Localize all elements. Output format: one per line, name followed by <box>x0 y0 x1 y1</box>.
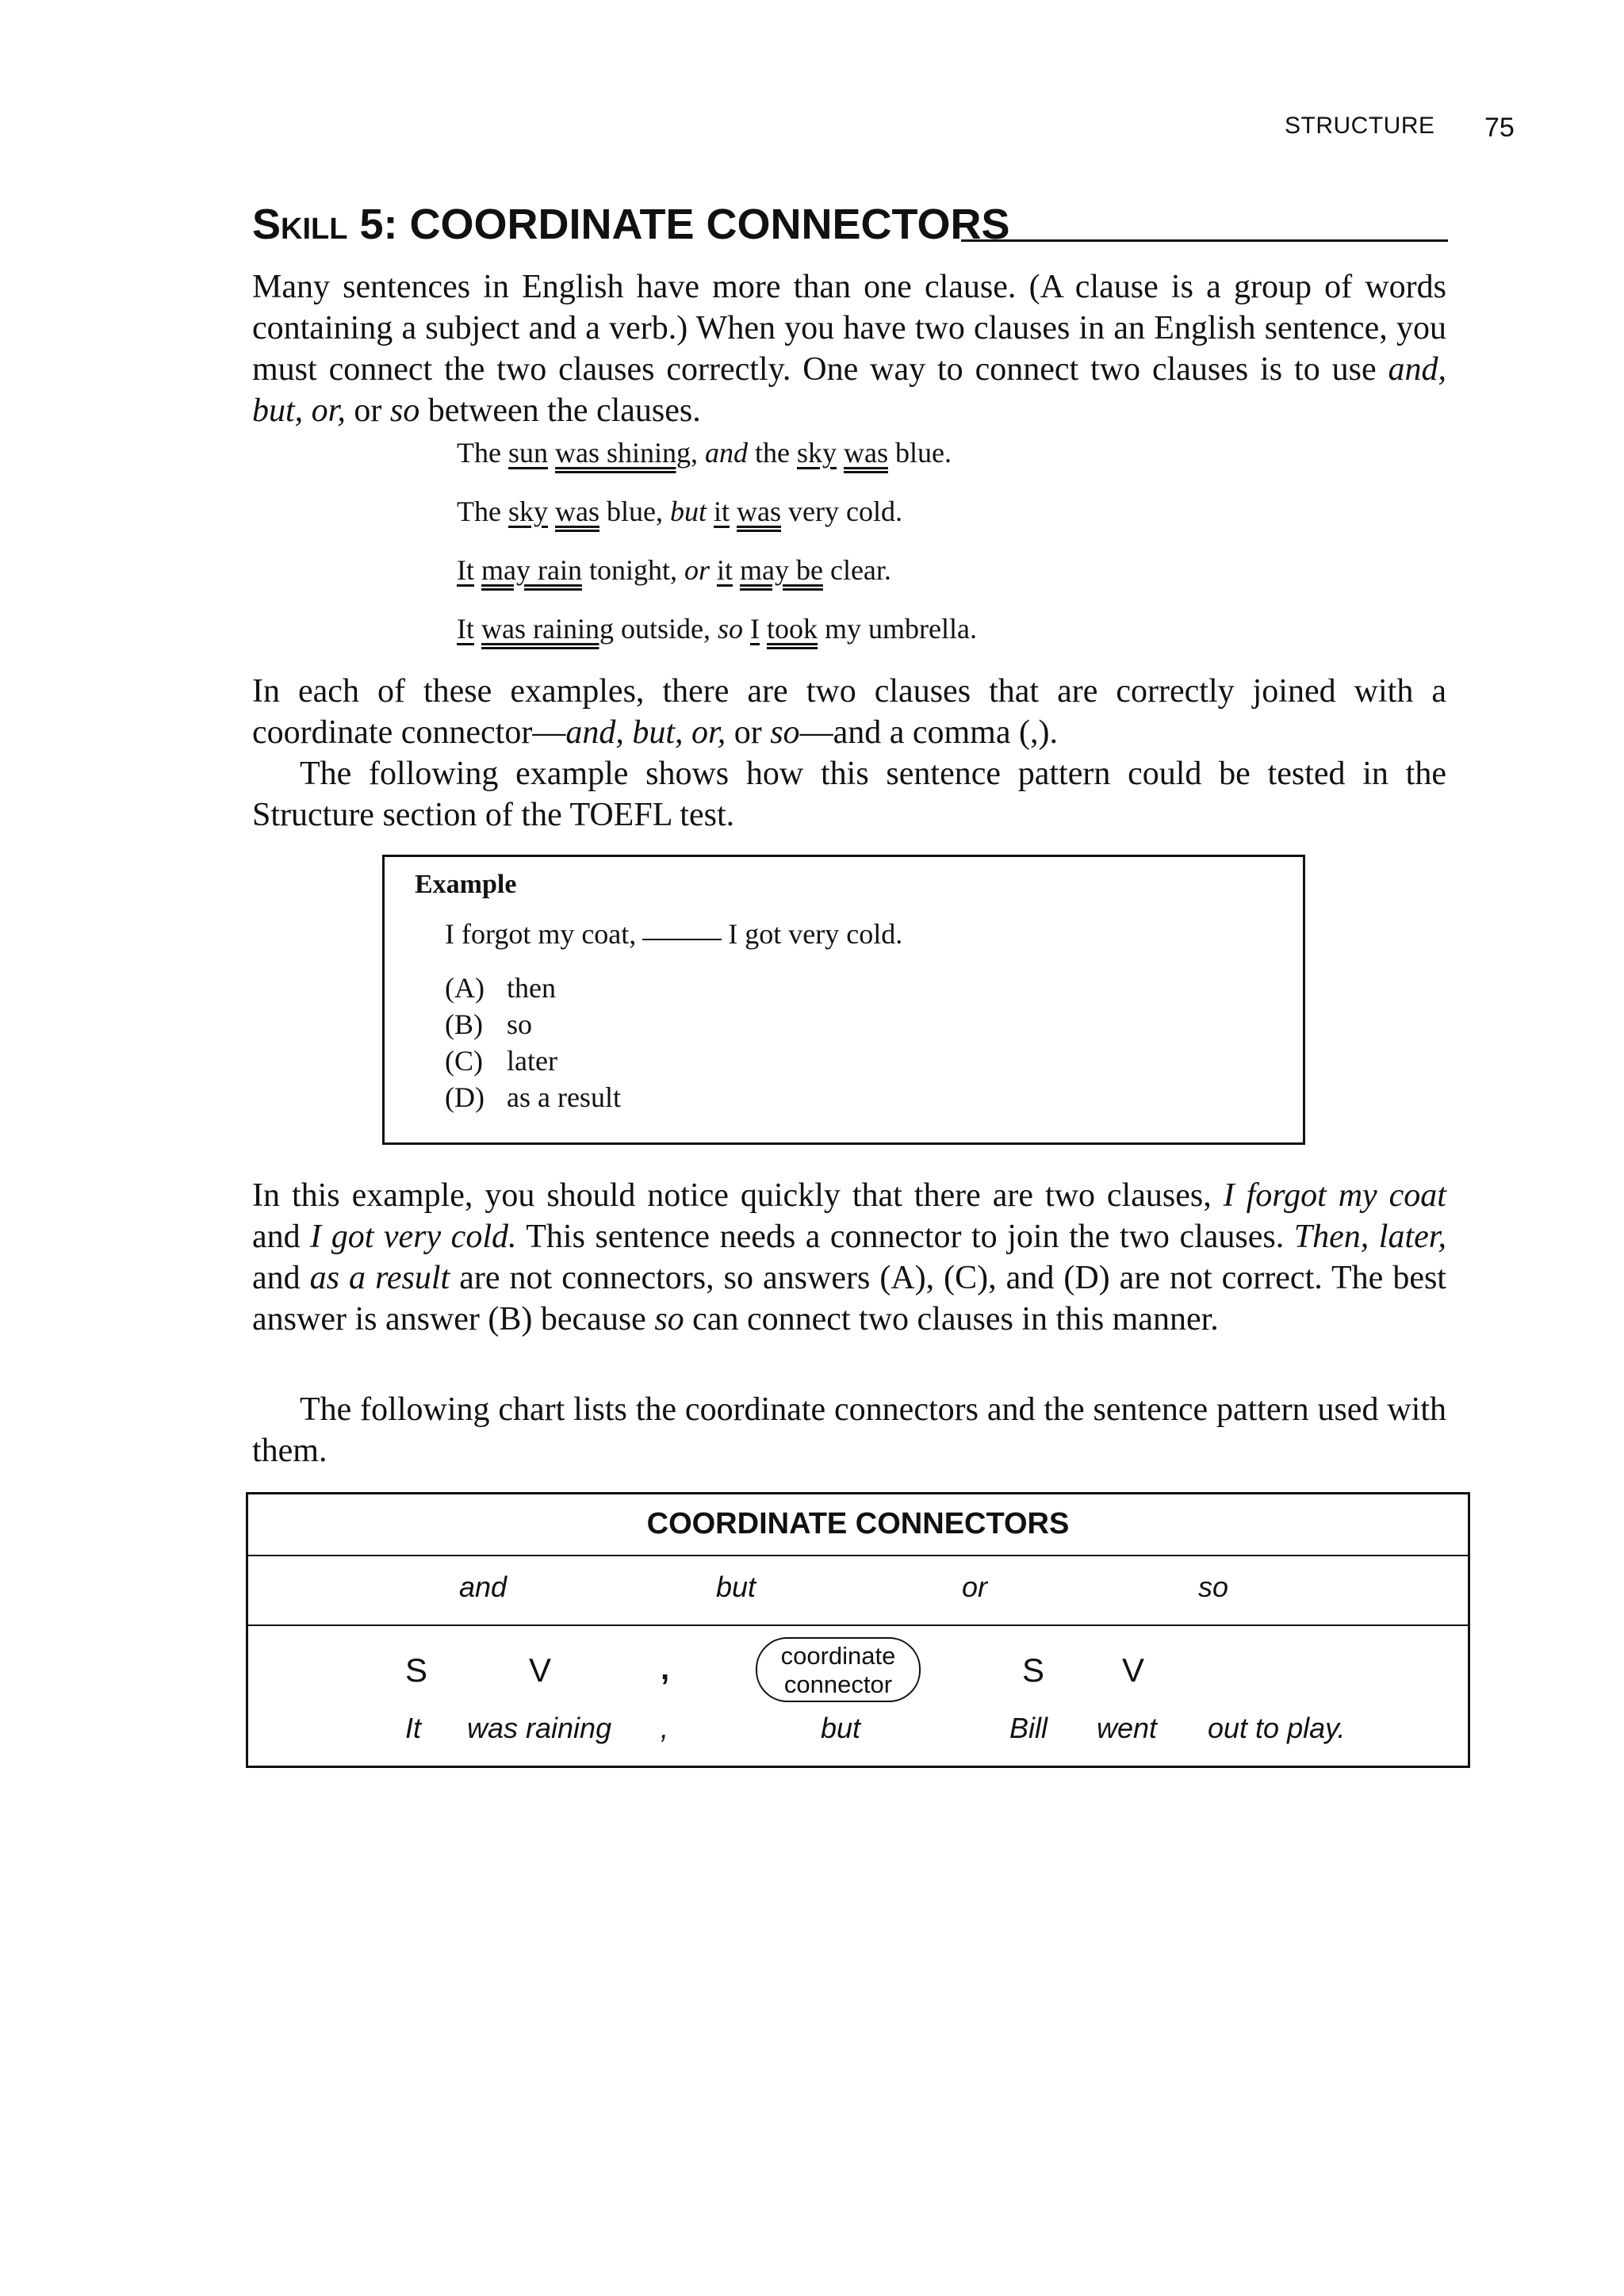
ex-subject: it <box>716 554 733 586</box>
option-text: then <box>507 972 556 1004</box>
explanation-text: —and a comma (,). <box>799 714 1058 751</box>
connector-and: and <box>459 1571 508 1603</box>
ex-subject: sun <box>508 437 548 469</box>
example-sentence-4 <box>457 612 977 645</box>
chart-intro-text: The following chart lists the coordinate connectors and the sentence pattern used with them. <box>252 1391 1446 1469</box>
question-text: I got very cold. <box>728 918 903 950</box>
ex-space <box>837 437 844 469</box>
pattern-comma: , <box>661 1651 670 1686</box>
chart-example-connector: but <box>821 1712 861 1744</box>
option-letter: (C) <box>445 1045 483 1077</box>
ex-text: blue. <box>887 437 952 469</box>
ex-subject: It <box>457 554 474 586</box>
ex-subject: sky <box>796 437 837 469</box>
explanation-text: The following example shows how this sentence pattern could be tested in the Structure section of the TOEFL test. <box>252 756 1446 833</box>
intro-but: but, <box>252 392 304 429</box>
title-rule <box>961 239 1448 242</box>
intro-end: between the clauses. <box>419 392 701 429</box>
example-label: Example <box>415 870 517 899</box>
ex-text: tonight, <box>581 554 684 586</box>
ex-text: the <box>747 437 797 469</box>
ex-text: clear. <box>822 554 891 586</box>
skill-heading <box>252 200 1010 249</box>
pill-line-2: connector <box>783 1670 893 1698</box>
chart-divider <box>248 1624 1468 1626</box>
chart-intro-paragraph <box>252 1389 1446 1471</box>
example-sentence-1 <box>457 436 952 469</box>
analysis-text: and <box>252 1260 310 1296</box>
analysis-paragraph <box>252 1175 1446 1340</box>
connector-so: so <box>1198 1571 1229 1603</box>
chart-example-comma: , <box>661 1712 669 1744</box>
option-text: later <box>507 1045 557 1077</box>
intro-so: so <box>389 392 420 429</box>
pattern-subject-1: S <box>405 1651 428 1689</box>
ex-word: The <box>457 496 501 527</box>
example-sentence-2 <box>457 495 902 528</box>
answer-blank <box>642 939 722 940</box>
ex-text <box>707 496 714 527</box>
example-box <box>382 855 1305 1145</box>
ex-subject: I <box>749 613 760 645</box>
explanation-text: In each of these examples, there are two clauses that are correctly joined with a coordinate connector— <box>252 673 1446 751</box>
page-number: 75 <box>1484 113 1515 143</box>
ex-verb: was shining <box>554 437 691 469</box>
ex-space <box>730 496 737 527</box>
option-letter: (B) <box>445 1008 483 1040</box>
ex-text: my umbrella. <box>818 613 977 645</box>
analysis-italic: I forgot my coat <box>1223 1177 1446 1214</box>
pattern-verb-2: V <box>1122 1651 1145 1689</box>
analysis-text: In this example, you should notice quickly that there are two clauses, <box>252 1177 1224 1214</box>
example-sentence-3 <box>457 553 891 587</box>
chart-divider <box>248 1555 1468 1556</box>
pill-line-1: coordinate <box>780 1642 896 1670</box>
ex-text <box>743 613 750 645</box>
ex-verb: may rain <box>481 554 582 586</box>
chart-example-word: out to play. <box>1208 1712 1346 1744</box>
intro-and: and, <box>1388 351 1446 388</box>
ex-connector: so <box>717 613 743 645</box>
ex-subject: it <box>713 496 730 527</box>
option-a <box>445 970 621 1006</box>
chart-example-word: was raining <box>467 1712 612 1744</box>
intro-paragraph <box>252 266 1446 431</box>
skill-prefix: Skill <box>252 201 348 248</box>
ex-verb: was <box>737 496 781 527</box>
ex-space <box>548 437 555 469</box>
option-letter: (D) <box>445 1081 485 1113</box>
pattern-subject-2: S <box>1022 1651 1045 1689</box>
question-text: I forgot my coat, <box>445 918 637 950</box>
explanation-italic: so <box>770 714 800 751</box>
analysis-text: can connect two clauses in this manner. <box>684 1301 1219 1337</box>
running-head: STRUCTURE <box>1285 113 1435 139</box>
intro-text: Many sentences in English have more than one clause. (A clause is a group of words containing a subject and a verb.) When you have two clauses in an English sentence, you must connect the two clauses correctly. One way to connect two clauses is to use <box>252 269 1446 388</box>
option-d <box>445 1079 621 1115</box>
ex-verb: may be <box>740 554 823 586</box>
analysis-italic: as a result <box>309 1260 450 1296</box>
option-b <box>445 1006 621 1043</box>
ex-space <box>548 496 555 527</box>
ex-space <box>474 554 481 586</box>
chart-example-word: went <box>1097 1712 1158 1744</box>
pattern-verb-1: V <box>529 1651 552 1689</box>
explanation-paragraph <box>252 671 1446 836</box>
ex-connector: and <box>704 437 748 469</box>
ex-text <box>710 554 717 586</box>
skill-title: COORDINATE CONNECTORS <box>409 201 1010 248</box>
ex-subject: sky <box>508 496 548 527</box>
analysis-text: This sentence needs a connector to join the two clauses. <box>516 1219 1294 1255</box>
analysis-italic: so <box>654 1301 684 1337</box>
analysis-text: and <box>252 1219 311 1255</box>
connector-or: or <box>962 1571 988 1603</box>
chart-example-word: Bill <box>1009 1712 1048 1744</box>
ex-verb: took <box>766 613 818 645</box>
chart-title: COORDINATE CONNECTORS <box>646 1507 1070 1540</box>
ex-space <box>733 554 740 586</box>
example-question <box>445 917 902 951</box>
ex-verb: was <box>843 437 888 469</box>
option-text: so <box>507 1008 533 1040</box>
skill-number: 5: <box>347 201 410 248</box>
ex-text: , <box>690 437 705 469</box>
ex-subject: It <box>457 613 474 645</box>
ex-connector: or <box>684 554 710 586</box>
intro-mid: or <box>345 392 390 429</box>
ex-text: outside, <box>613 613 718 645</box>
connectors-chart <box>246 1492 1470 1768</box>
option-c <box>445 1043 621 1079</box>
option-letter: (A) <box>445 972 485 1004</box>
ex-word: The <box>457 437 501 469</box>
answer-options <box>445 970 621 1115</box>
coordinate-connector-pill <box>756 1637 921 1702</box>
ex-verb: was raining <box>481 613 614 645</box>
ex-space <box>474 613 481 645</box>
ex-text: very cold. <box>781 496 902 527</box>
chart-example-word: It <box>405 1712 422 1744</box>
ex-connector: but <box>669 496 707 527</box>
explanation-text: or <box>726 714 771 751</box>
explanation-italic: and, but, or, <box>565 714 726 751</box>
ex-text: blue, <box>599 496 670 527</box>
ex-space <box>760 613 767 645</box>
option-text: as a result <box>507 1081 621 1113</box>
ex-verb: was <box>554 496 599 527</box>
intro-or: or, <box>311 392 346 429</box>
analysis-italic: Then, later, <box>1293 1219 1446 1255</box>
analysis-text: are not connectors, so answers (A), (C), and (D) are not correct. The best answer is answer (B) because <box>252 1260 1446 1337</box>
analysis-italic: I got very cold. <box>310 1219 517 1255</box>
connector-but: but <box>716 1571 756 1603</box>
